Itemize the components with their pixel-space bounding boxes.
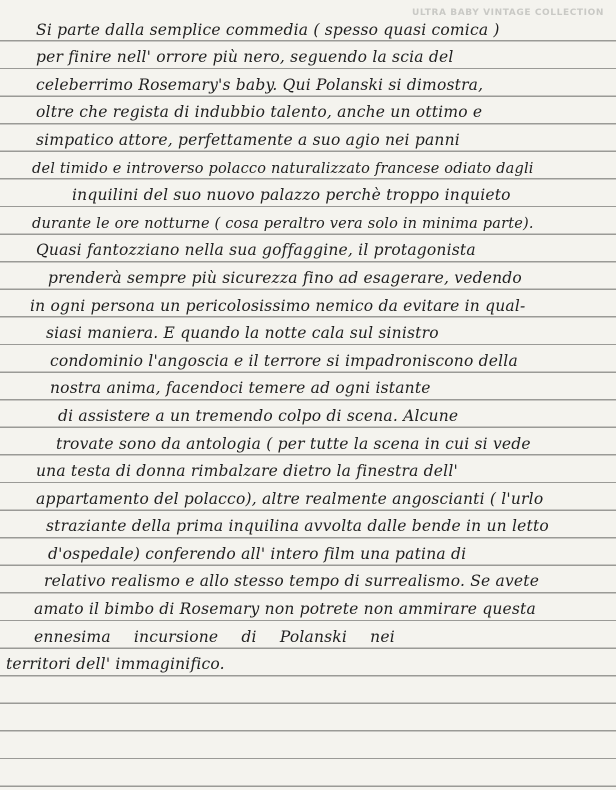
- text-line: [0, 621, 616, 649]
- text-line: [0, 152, 616, 180]
- text-line: [0, 345, 616, 373]
- text-line: [0, 97, 616, 125]
- line-text: durante le ore notturne ( cosa peraltro vera solo in minima parte).: [32, 215, 534, 232]
- handwritten-text: [0, 14, 616, 676]
- line-text: d'ospedale) conferendo all' intero film una patina di: [48, 544, 467, 563]
- watermark: ULTRA BABY VINTAGE COLLECTION: [411, 8, 604, 18]
- text-line: [0, 180, 616, 208]
- line-text: di assistere a un tremendo colpo di scena. Alcune: [58, 406, 459, 425]
- text-line: [0, 456, 616, 484]
- text-line: [0, 318, 616, 346]
- line-text: prenderà sempre più sicurezza fino ad esagerare, vedendo: [48, 268, 522, 287]
- text-line: [0, 262, 616, 290]
- text-line: [0, 400, 616, 428]
- line-text: oltre che regista di indubbio talento, anche un ottimo e: [36, 103, 483, 122]
- text-line: [0, 14, 616, 42]
- text-line: [0, 511, 616, 539]
- line-text: nostra anima, facendoci temere ad ogni istante: [50, 379, 431, 398]
- text-line: [0, 290, 616, 318]
- line-text: siasi maniera. E quando la notte cala sul sinistro: [46, 324, 439, 343]
- text-line: [0, 428, 616, 456]
- text-line: [0, 483, 616, 511]
- line-text: condominio l'angoscia e il terrore si impadroniscono della: [50, 351, 518, 370]
- line-text: simpatico attore, perfettamente a suo agio nei panni: [36, 130, 460, 149]
- text-line: [0, 235, 616, 263]
- text-line: [0, 649, 616, 677]
- line-text: relativo realismo e allo stesso tempo di surrealismo. Se avete: [44, 572, 540, 591]
- line-text: ennesima incursione di Polanski nei: [34, 627, 395, 646]
- line-text: del timido e introverso polacco naturalizzato francese odiato dagli: [32, 160, 534, 177]
- line-text: per finire nell' orrore più nero, seguendo la scia del: [36, 48, 454, 67]
- line-text: una testa di donna rimbalzare dietro la finestra dell': [36, 462, 458, 481]
- text-line: [0, 69, 616, 97]
- text-line: [0, 566, 616, 594]
- line-text: Quasi fantozziano nella sua goffaggine, il protagonista: [36, 241, 476, 260]
- text-line: [0, 124, 616, 152]
- line-text: appartamento del polacco), altre realmente angoscianti ( l'urlo: [36, 489, 544, 508]
- line-text: celeberrimo Rosemary's baby. Qui Polanski si dimostra,: [36, 75, 484, 94]
- text-line: [0, 207, 616, 235]
- text-line: [0, 42, 616, 70]
- line-text: territori dell' immaginifico.: [6, 655, 225, 674]
- line-text: straziante della prima inquilina avvolta dalle bende in un letto: [46, 517, 549, 536]
- line-text: in ogni persona un pericolosissimo nemico da evitare in qual-: [30, 296, 526, 315]
- text-line: [0, 538, 616, 566]
- text-line: [0, 373, 616, 401]
- line-text: Si parte dalla semplice commedia ( spesso quasi comica ): [36, 20, 500, 39]
- line-text: trovate sono da antologia ( per tutte la scena in cui si vede: [56, 434, 531, 453]
- text-line: [0, 593, 616, 621]
- line-text: amato il bimbo di Rosemary non potrete non ammirare questa: [34, 600, 536, 619]
- line-text: inquilini del suo nuovo palazzo perchè troppo inquieto: [72, 186, 511, 205]
